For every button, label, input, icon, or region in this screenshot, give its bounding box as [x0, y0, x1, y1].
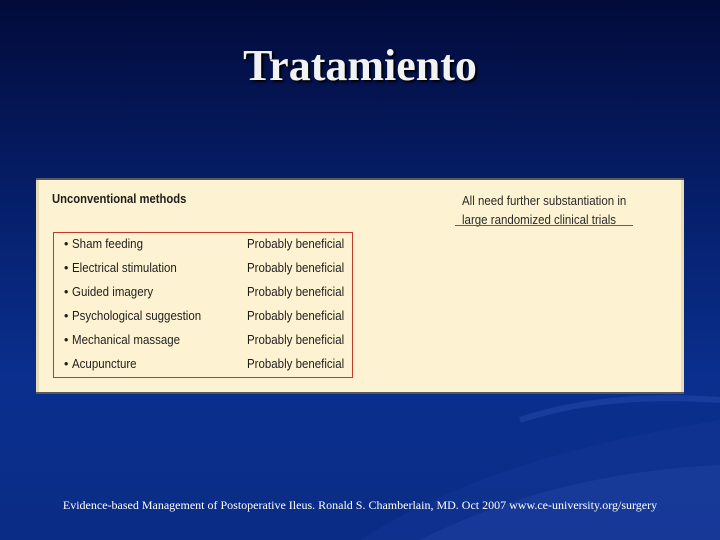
section-title: Unconventional methods	[52, 192, 187, 206]
bullet-icon: •	[64, 237, 69, 251]
method-verdict: Probably beneficial	[247, 285, 345, 299]
bullet-icon: •	[64, 309, 69, 323]
table-edge-right	[681, 180, 684, 392]
method-name: Psychological suggestion	[72, 309, 202, 323]
method-verdict: Probably beneficial	[247, 357, 345, 371]
bullet-icon: •	[64, 357, 69, 371]
slide-title: Tratamiento	[243, 41, 477, 90]
note-line-1: All need further substantiation in	[462, 194, 627, 208]
table-edge-left	[36, 180, 39, 392]
note-line-2: large randomized clinical trials	[462, 213, 617, 227]
method-name: Electrical stimulation	[72, 261, 177, 275]
note-underline	[455, 225, 633, 226]
bullet-icon: •	[64, 285, 69, 299]
methods-highlight-box	[53, 232, 353, 378]
treatment-table	[36, 178, 684, 394]
bullet-icon: •	[64, 333, 69, 347]
method-name: Sham feeding	[72, 237, 143, 251]
method-name: Acupuncture	[72, 357, 137, 371]
method-verdict: Probably beneficial	[247, 237, 345, 251]
method-name: Guided imagery	[72, 285, 154, 299]
method-verdict: Probably beneficial	[247, 261, 345, 275]
source-citation: Evidence-based Management of Postoperative Ileus. Ronald S. Chamberlain, MD. Oct 2007 www.ce-university.org/surgery	[62, 498, 658, 512]
method-verdict: Probably beneficial	[247, 333, 345, 347]
bullet-icon: •	[64, 261, 69, 275]
method-name: Mechanical massage	[72, 333, 181, 347]
method-verdict: Probably beneficial	[247, 309, 345, 323]
